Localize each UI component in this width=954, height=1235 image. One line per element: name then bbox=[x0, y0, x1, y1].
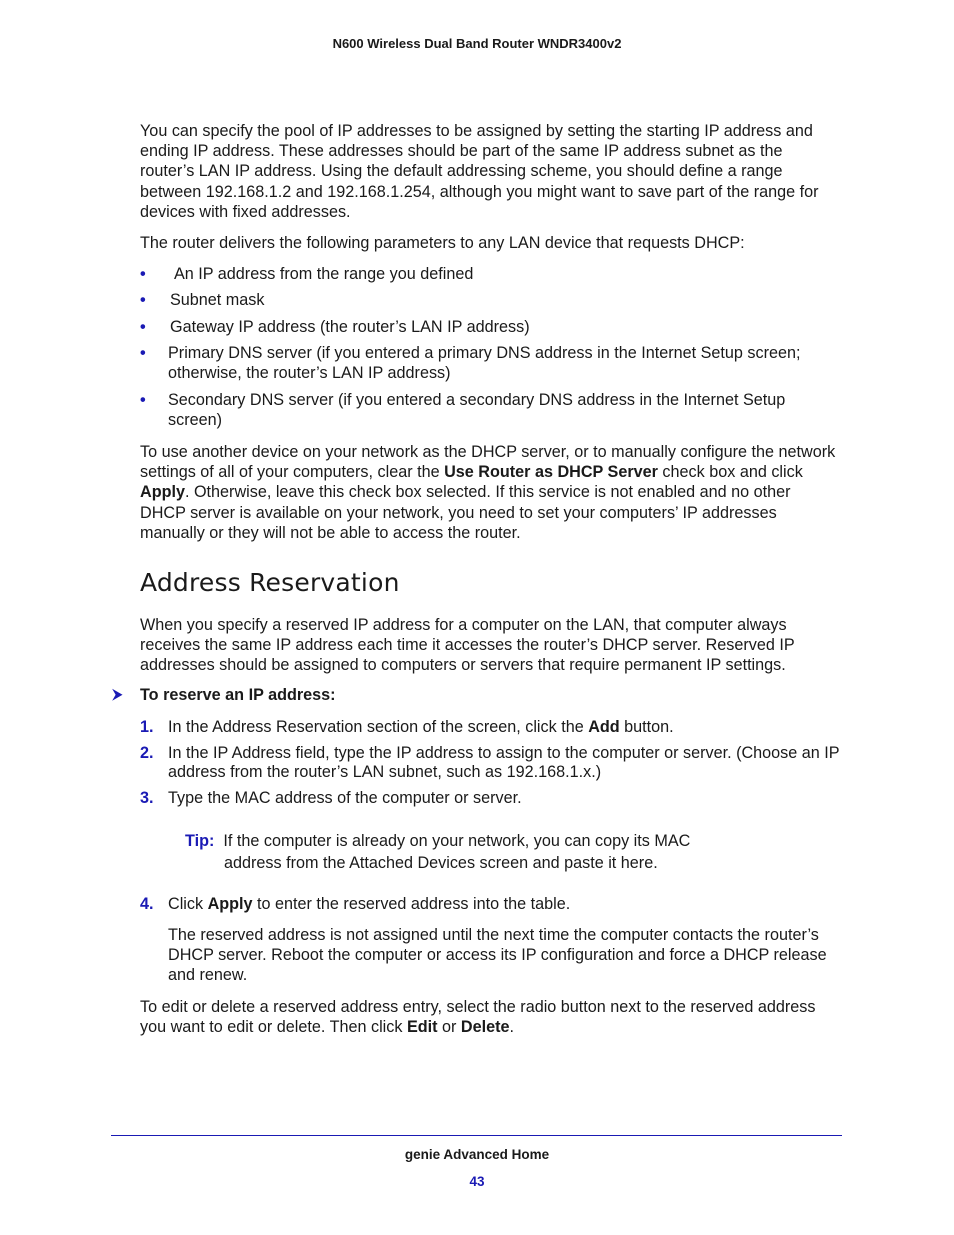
bullet-text: Primary DNS server (if you entered a primary DNS address in the Internet Setup screen; otherwise, the router’s LAN IP address) bbox=[168, 344, 801, 383]
step-number: 1. bbox=[140, 718, 154, 736]
bullet-text: Subnet mask bbox=[170, 291, 265, 309]
footer-title: genie Advanced Home bbox=[404, 1147, 550, 1162]
bullet-icon: • bbox=[140, 318, 146, 336]
apply-label: Apply bbox=[140, 483, 185, 502]
closing-paragraph: To edit or delete a reserved address entry, select the radio button next to the reserved address you want to edit or delete. Then click Edit or Delete. bbox=[140, 998, 816, 1037]
page-number: 43 bbox=[469, 1174, 485, 1189]
bullet-text: Gateway IP address (the router’s LAN IP address) bbox=[170, 318, 530, 336]
running-header: N600 Wireless Dual Band Router WNDR3400v2 bbox=[332, 36, 622, 51]
bullet-icon: • bbox=[140, 291, 146, 309]
section-intro: When you specify a reserved IP address for a computer on the LAN, that computer always receives the same IP address each time it accesses the router’s DHCP server. Reserved IP addresses should be assigned to computers or servers that require permanent IP settings. bbox=[140, 616, 795, 675]
step-text: In the IP Address field, type the IP address to assign to the computer or server. (Choose an IP address from the router’s LAN subnet, such as 192.168.1.x.) bbox=[168, 744, 840, 781]
tip-label: Tip: bbox=[185, 832, 215, 850]
edit-label: Edit bbox=[406, 1018, 438, 1037]
footer-divider bbox=[111, 1135, 842, 1136]
step-number: 2. bbox=[140, 744, 154, 762]
arrow-right-icon: ⮞ bbox=[112, 686, 123, 703]
delete-label: Delete bbox=[460, 1018, 510, 1037]
dhcp-paragraph: To use another device on your network as the DHCP server, or to manually configure the network settings of all of your computers, clear the Use Router as DHCP Server check box and click Apply. Otherwise, leave this check box selected. If this service is not enabled and no other DHCP server is available on your network, you need to set your computers’ IP addresses manually or they will not be able to access the router. bbox=[140, 443, 836, 542]
intro-paragraph-2: The router delivers the following parameters to any LAN device that requests DHCP: bbox=[140, 234, 745, 252]
step-text: In the Address Reservation section of the screen, click the Add button. bbox=[168, 718, 674, 736]
tip-box bbox=[185, 830, 745, 874]
step-text: Type the MAC address of the computer or server. bbox=[168, 789, 522, 807]
tip-text-line2: address from the Attached Devices screen and paste it here. bbox=[224, 854, 658, 872]
bullet-text: Secondary DNS server (if you entered a secondary DNS address in the Internet Setup screen) bbox=[168, 391, 786, 430]
tip-text-line1: If the computer is already on your network, you can copy its MAC bbox=[223, 832, 691, 850]
bullet-text: An IP address from the range you defined bbox=[174, 265, 474, 283]
step-number: 4. bbox=[140, 895, 154, 913]
bullet-icon: • bbox=[140, 265, 146, 283]
bullet-icon: • bbox=[140, 344, 146, 362]
section-title: Address Reservation bbox=[140, 568, 400, 597]
bullet-icon: • bbox=[140, 391, 146, 409]
dhcp-checkbox-name: Use Router as DHCP Server bbox=[444, 463, 658, 482]
step-text: Click Apply to enter the reserved address into the table. bbox=[168, 895, 571, 913]
step-4-note: The reserved address is not assigned until the next time the computer contacts the router’s DHCP server. Reboot the computer or access its IP configuration and force a DHCP release and renew. bbox=[168, 926, 827, 985]
step-number: 3. bbox=[140, 789, 154, 807]
intro-paragraph-1: You can specify the pool of IP addresses to be assigned by setting the starting IP address and ending IP address. These addresses should be part of the same IP address subnet as the router’s LAN IP address. Using the default addressing scheme, you should define a range between 192.168.1.2 and 192.168.1.254, although you might want to save part of the range for devices with fixed addresses. bbox=[140, 122, 819, 221]
procedure-label: To reserve an IP address: bbox=[140, 686, 336, 704]
